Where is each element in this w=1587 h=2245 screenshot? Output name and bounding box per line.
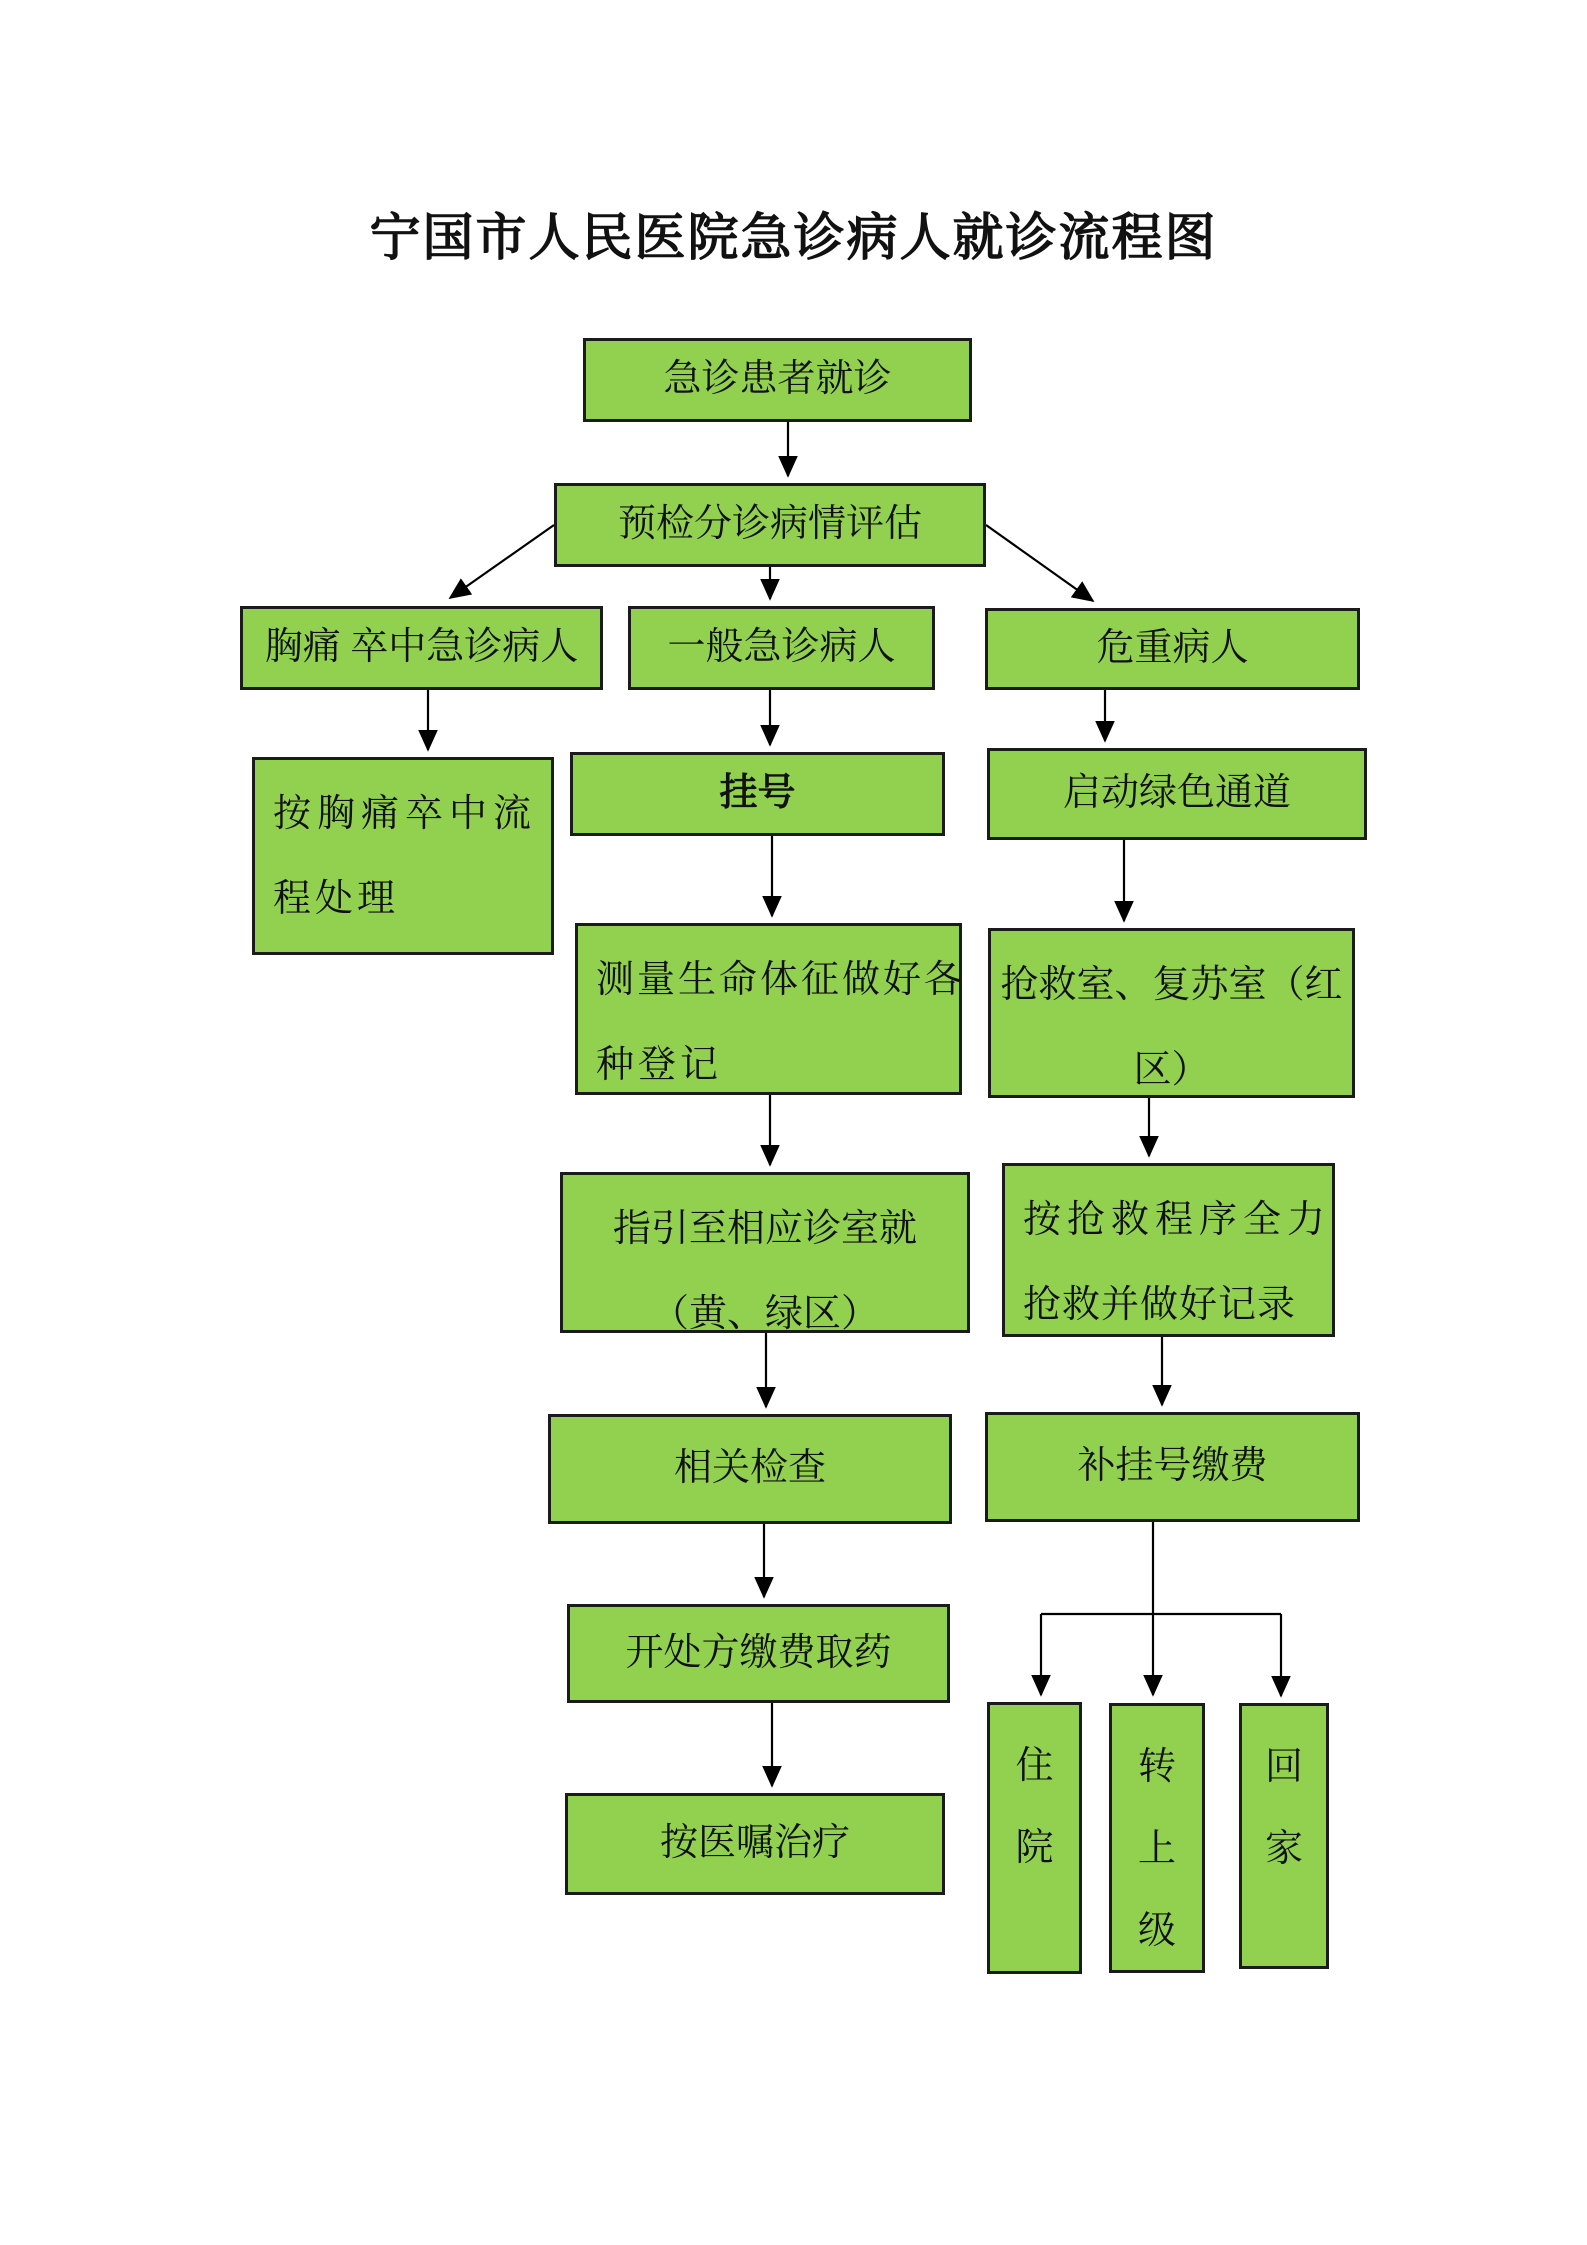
node-vitals-line2: 种登记 — [596, 1044, 723, 1086]
page-title: 宁国市人民医院急诊病人就诊流程图 — [369, 211, 1218, 267]
node-chest-flow-line1: 按胸痛卒中流 — [273, 793, 538, 835]
node-pay-register — [985, 1412, 1360, 1522]
node-chest-stroke — [240, 606, 603, 690]
node-transfer — [1109, 1703, 1205, 1973]
node-guide-room-line1: 指引至相应诊室就 — [612, 1208, 917, 1250]
node-start-label: 急诊患者就诊 — [663, 358, 892, 401]
node-home-char2: 家 — [1264, 1828, 1303, 1870]
node-guide-room — [560, 1172, 970, 1333]
node-rescue-all — [1002, 1163, 1335, 1337]
node-pay-register-label: 补挂号缴费 — [1077, 1445, 1268, 1488]
arrow-triage-chest-stroke — [450, 525, 554, 598]
node-chest-stroke-label: 胸痛 卒中急诊病人 — [264, 626, 579, 669]
arrow-triage-critical — [986, 525, 1093, 601]
node-rescue-room — [988, 928, 1355, 1098]
node-vitals — [575, 923, 966, 1095]
node-home — [1239, 1703, 1329, 1969]
node-admit-char2: 院 — [1015, 1827, 1054, 1869]
node-treatment — [565, 1793, 945, 1895]
node-triage — [554, 483, 986, 567]
node-guide-room-line2: （黄、绿区） — [650, 1293, 879, 1335]
node-rescue-room-line1: 抢救室、复苏室（红 — [1000, 964, 1343, 1006]
node-chest-flow-line2: 程处理 — [273, 878, 400, 920]
node-chest-flow — [252, 757, 554, 955]
node-prescription-label: 开处方缴费取药 — [625, 1631, 892, 1674]
node-rescue-all-line1: 按抢救程序全力 — [1023, 1199, 1332, 1241]
node-general-label: 一般急诊病人 — [667, 626, 896, 669]
node-home-char1: 回 — [1264, 1746, 1303, 1788]
node-transfer-char2: 上 — [1137, 1828, 1176, 1870]
node-admit-char1: 住 — [1015, 1745, 1054, 1787]
node-triage-label: 预检分诊病情评估 — [617, 503, 922, 546]
node-vitals-line1: 测量生命体征做好各 — [596, 959, 966, 1001]
node-critical — [985, 608, 1360, 690]
node-transfer-char1: 转 — [1137, 1746, 1176, 1788]
node-start — [583, 338, 972, 422]
node-critical-label: 危重病人 — [1096, 627, 1249, 670]
node-treatment-label: 按医嘱治疗 — [659, 1822, 850, 1865]
node-green-channel — [987, 748, 1367, 840]
node-admit — [987, 1702, 1082, 1974]
node-rescue-all-line2: 抢救并做好记录 — [1023, 1284, 1297, 1326]
node-green-channel-label: 启动绿色通道 — [1062, 772, 1291, 815]
node-register — [570, 752, 945, 836]
node-rescue-room-line2: 区） — [1133, 1049, 1210, 1091]
node-register-label: 挂号 — [719, 772, 796, 815]
node-exams — [548, 1414, 952, 1524]
node-transfer-char3: 级 — [1137, 1910, 1176, 1952]
node-exams-label: 相关检查 — [673, 1447, 826, 1490]
node-prescription — [567, 1604, 950, 1703]
node-general — [628, 606, 935, 690]
